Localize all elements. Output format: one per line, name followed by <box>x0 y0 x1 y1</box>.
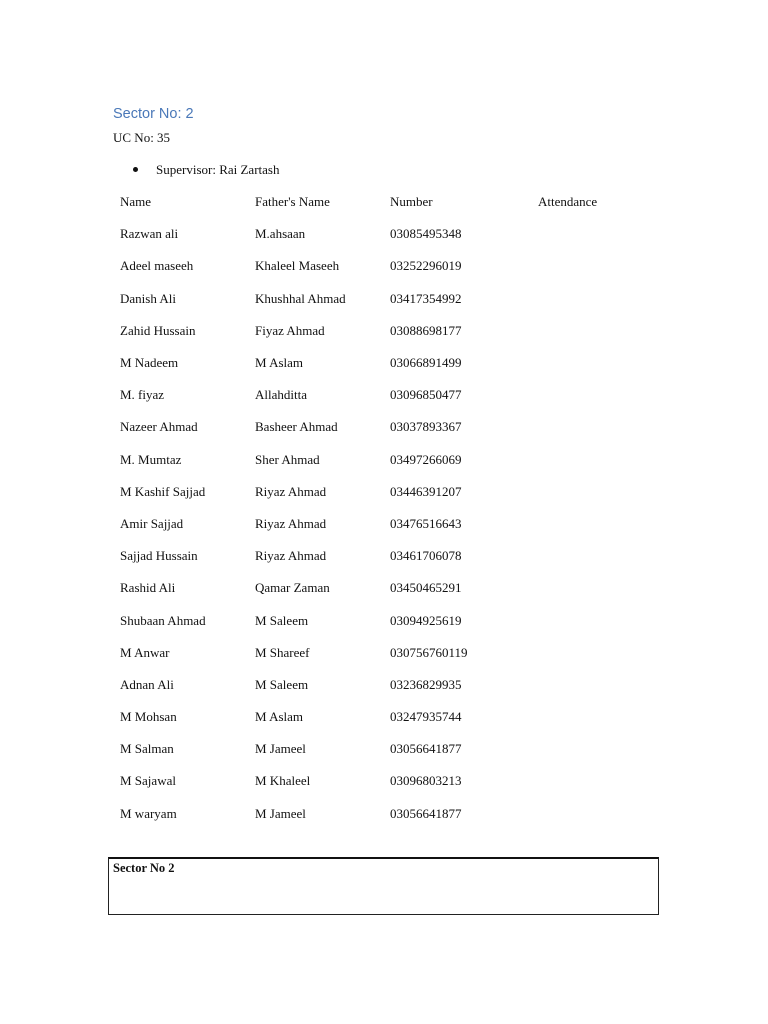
footer-label: Sector No 2 <box>113 861 175 875</box>
footer-box <box>108 857 659 915</box>
number-cell: 030756760119 <box>390 644 468 660</box>
attendance-cell <box>538 379 658 411</box>
name-cell: Nazeer Ahmad <box>120 419 198 435</box>
name-cell: M waryam <box>120 805 177 821</box>
header-attendance: Attendance <box>538 194 598 210</box>
attendance-cell <box>538 798 658 830</box>
name-cell: M Nadeem <box>120 355 179 371</box>
table-row <box>120 411 658 443</box>
attendance-cell <box>538 604 658 636</box>
number-cell: 03450465291 <box>390 580 462 596</box>
fathers-name-cell: M Saleem <box>255 676 309 692</box>
uc-number: UC No: 35 <box>113 130 171 145</box>
attendance-cell <box>538 701 658 733</box>
name-cell: Danish Ali <box>120 290 176 306</box>
attendance-cell <box>538 508 658 540</box>
fathers-name-cell: M Khaleel <box>255 773 311 789</box>
number-cell: 03247935744 <box>390 709 462 725</box>
name-cell: Rashid Ali <box>120 580 176 596</box>
attendance-cell <box>538 444 658 476</box>
table-row <box>120 701 658 733</box>
table-row <box>120 508 658 540</box>
table-row <box>120 572 658 604</box>
name-cell: M. Mumtaz <box>120 451 182 467</box>
sector-heading: Sector No: 2 <box>113 106 194 122</box>
table-row <box>120 669 658 701</box>
number-cell: 03056641877 <box>390 741 462 757</box>
table-row <box>120 315 658 347</box>
attendance-cell <box>538 765 658 797</box>
attendance-cell <box>538 411 658 443</box>
table-row <box>120 798 658 830</box>
table-row <box>120 283 658 315</box>
name-cell: Shubaan Ahmad <box>120 612 206 628</box>
table-row <box>120 444 658 476</box>
fathers-name-cell: Khushhal Ahmad <box>255 290 346 306</box>
supervisor-line <box>133 162 279 178</box>
header-number: Number <box>390 194 433 210</box>
fathers-name-cell: M.ahsaan <box>255 226 306 242</box>
attendance-table <box>120 186 658 830</box>
fathers-name-cell: Khaleel Maseeh <box>255 258 340 274</box>
fathers-name-cell: Fiyaz Ahmad <box>255 322 325 338</box>
table-row <box>120 540 658 572</box>
fathers-name-cell: Riyaz Ahmad <box>255 515 327 531</box>
attendance-cell <box>538 283 658 315</box>
table-row <box>120 347 658 379</box>
number-cell: 03094925619 <box>390 612 462 628</box>
number-cell: 03446391207 <box>390 483 462 499</box>
table-row <box>120 218 658 250</box>
attendance-cell <box>538 572 658 604</box>
fathers-name-cell: Sher Ahmad <box>255 451 320 467</box>
number-cell: 03096850477 <box>390 387 462 403</box>
fathers-name-cell: M Shareef <box>255 644 310 660</box>
fathers-name-cell: Allahditta <box>255 387 307 403</box>
fathers-name-cell: Qamar Zaman <box>255 580 330 596</box>
name-cell: M Anwar <box>120 644 170 660</box>
fathers-name-cell: M Aslam <box>255 355 304 371</box>
number-cell: 03497266069 <box>390 451 462 467</box>
number-cell: 03417354992 <box>390 290 462 306</box>
name-cell: Adeel maseeh <box>120 258 194 274</box>
table-header-row <box>120 186 658 218</box>
attendance-cell <box>538 637 658 669</box>
name-cell: M. fiyaz <box>120 387 165 403</box>
table-row <box>120 379 658 411</box>
table-row <box>120 765 658 797</box>
fathers-name-cell: M Aslam <box>255 709 304 725</box>
bullet-icon <box>133 167 138 172</box>
number-cell: 03461706078 <box>390 548 462 564</box>
name-cell: Amir Sajjad <box>120 515 184 531</box>
attendance-cell <box>538 540 658 572</box>
number-cell: 03476516643 <box>390 515 462 531</box>
fathers-name-cell: Basheer Ahmad <box>255 419 338 435</box>
attendance-cell <box>538 218 658 250</box>
fathers-name-cell: M Saleem <box>255 612 309 628</box>
table-row <box>120 250 658 282</box>
attendance-cell <box>538 347 658 379</box>
name-cell: M Kashif Sajjad <box>120 483 206 499</box>
number-cell: 03056641877 <box>390 805 462 821</box>
table-row <box>120 476 658 508</box>
table-row <box>120 604 658 636</box>
attendance-cell <box>538 476 658 508</box>
name-cell: M Mohsan <box>120 709 177 725</box>
name-cell: Sajjad Hussain <box>120 548 198 564</box>
table-row <box>120 733 658 765</box>
attendance-cell <box>538 250 658 282</box>
fathers-name-cell: Riyaz Ahmad <box>255 483 327 499</box>
number-cell: 03085495348 <box>390 226 462 242</box>
name-cell: Zahid Hussain <box>120 322 196 338</box>
number-cell: 03066891499 <box>390 355 462 371</box>
supervisor-text: Supervisor: Rai Zartash <box>156 162 280 177</box>
name-cell: M Salman <box>120 741 174 757</box>
number-cell: 03096803213 <box>390 773 462 789</box>
number-cell: 03236829935 <box>390 676 462 692</box>
name-cell: M Sajawal <box>120 773 176 789</box>
header-fathers-name: Father's Name <box>255 194 330 210</box>
table-body <box>120 218 658 830</box>
fathers-name-cell: M Jameel <box>255 741 306 757</box>
attendance-cell <box>538 733 658 765</box>
number-cell: 03088698177 <box>390 322 462 338</box>
fathers-name-cell: M Jameel <box>255 805 306 821</box>
fathers-name-cell: Riyaz Ahmad <box>255 548 327 564</box>
name-cell: Razwan ali <box>120 226 179 242</box>
table-row <box>120 637 658 669</box>
number-cell: 03252296019 <box>390 258 462 274</box>
name-cell: Adnan Ali <box>120 676 174 692</box>
attendance-cell <box>538 669 658 701</box>
header-name: Name <box>120 194 152 210</box>
attendance-cell <box>538 315 658 347</box>
number-cell: 03037893367 <box>390 419 462 435</box>
